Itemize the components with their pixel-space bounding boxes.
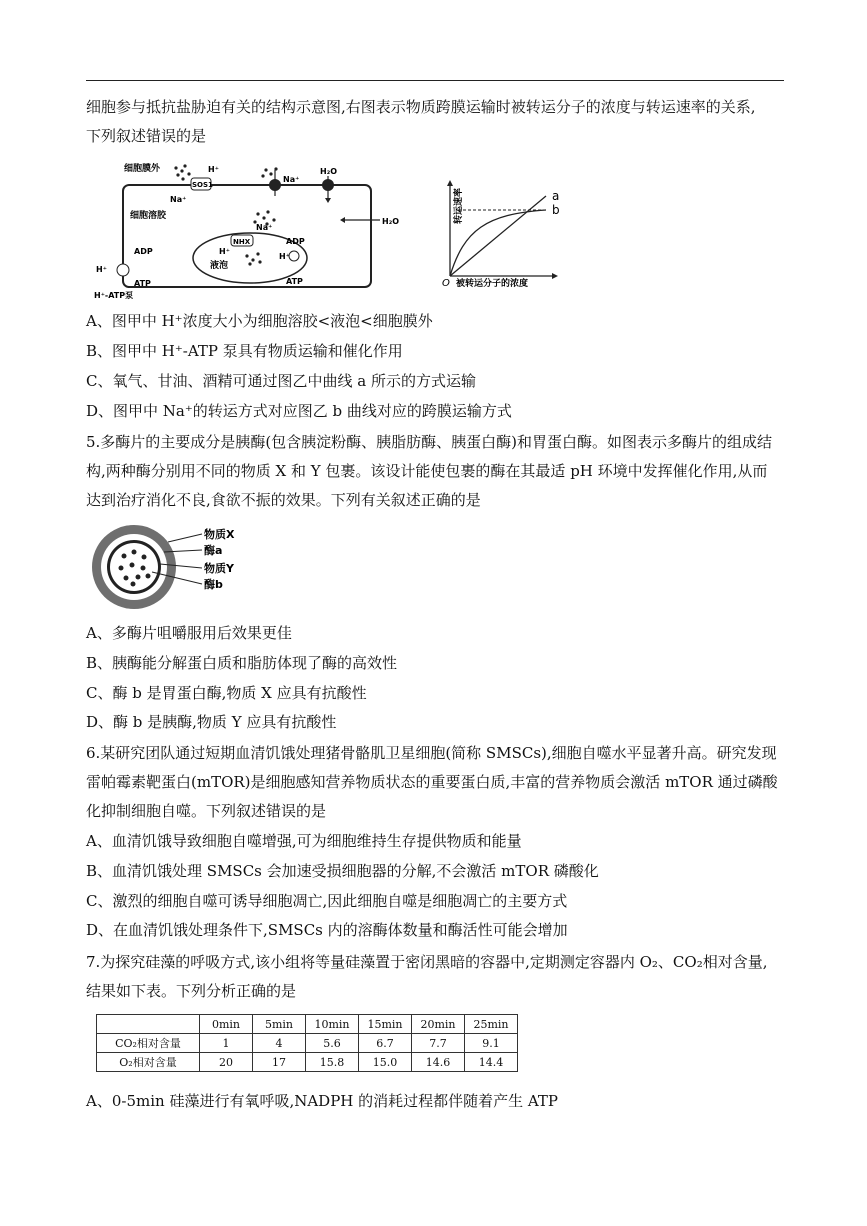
gas-table [96, 1014, 518, 1072]
label-nhx: NHX [233, 238, 251, 246]
axis-ylabel: 转运速率 [454, 187, 464, 224]
label-na-outside: Na⁺ [170, 195, 187, 204]
label-h2o-top: H₂O [320, 167, 337, 176]
q6-stem-1: 6.某研究团队通过短期血清饥饿处理猪骨骼肌卫星细胞(简称 SMSCs),细胞自噬水平显著升高。研究发现 [86, 744, 777, 762]
q4-option-d: D、图甲中 Na⁺的转运方式对应图乙 b 曲线对应的跨膜运输方式 [86, 402, 512, 420]
axis-origin: O [442, 278, 450, 289]
table-cell: 15.8 [306, 1053, 359, 1072]
vacuole-pump [289, 251, 299, 261]
label-atp: ATP [134, 279, 151, 288]
table-cell: 17 [253, 1053, 306, 1072]
q4-option-c: C、氧气、甘油、酒精可通过图乙中曲线 a 所示的方式运输 [86, 372, 476, 390]
table-cell: 14.4 [465, 1053, 518, 1072]
q5-option-c: C、酶 b 是胃蛋白酶,物质 X 应具有抗酸性 [86, 684, 367, 702]
intro-line-1: 细胞参与抵抗盐胁迫有关的结构示意图,右图表示物质跨膜运输时被转运分子的浓度与转运速率的关系, [86, 98, 756, 116]
label-na-channel: Na⁺ [283, 175, 300, 184]
transport-curve [428, 180, 578, 292]
table-cell: 9.1 [465, 1034, 518, 1053]
table-header-cell: 0min [200, 1015, 253, 1034]
table-cell: 6.7 [359, 1034, 412, 1053]
q6-option-d: D、在血清饥饿处理条件下,SMSCs 内的溶酶体数量和酶活性可能会增加 [86, 921, 568, 939]
table-cell: 14.6 [412, 1053, 465, 1072]
label-na-nhx: Na⁺ [256, 223, 273, 232]
label-adp: ADP [134, 247, 153, 256]
q5-stem-3: 达到治疗消化不良,食欲不振的效果。下列有关叙述正确的是 [86, 491, 481, 509]
table-row [97, 1034, 518, 1053]
q6-option-c: C、激烈的细胞自噬可诱导细胞凋亡,因此细胞自噬是细胞凋亡的主要方式 [86, 892, 568, 910]
h-atp-pump [117, 264, 129, 276]
header-rule [86, 80, 784, 81]
table-header-cell: 5min [253, 1015, 306, 1034]
curve-a [450, 196, 546, 276]
table-row [97, 1053, 518, 1072]
label-h-sos1: H⁺ [208, 165, 219, 174]
label-vacuole: 液泡 [210, 261, 229, 271]
table-header-cell: 25min [465, 1015, 518, 1034]
label-atp-vac: ATP [286, 277, 303, 286]
q5-stem-1: 5.多酶片的主要成分是胰酶(包含胰淀粉酶、胰脂肪酶、胰蛋白酶)和胃蛋白酶。如图表示多酶片的组成结 [86, 433, 773, 451]
label-pump: H⁺-ATP泵 [94, 291, 134, 300]
q5-option-b: B、胰酶能分解蛋白质和脂肪体现了酶的高效性 [86, 654, 398, 672]
table-header-cell: 10min [306, 1015, 359, 1034]
label-adp-vac: ADP [286, 237, 305, 246]
table-header-cell: 20min [412, 1015, 465, 1034]
label-a: a [552, 189, 560, 203]
table-header-cell [97, 1015, 200, 1034]
label-h-pump: H⁺ [96, 265, 107, 274]
table-header-row [97, 1015, 518, 1034]
label-h-nhx: H⁺ [219, 247, 230, 256]
label-a: 酶a [204, 544, 223, 557]
label-sos1: SOS1 [192, 181, 213, 189]
axis-xlabel: 被转运分子的浓度 [456, 279, 529, 289]
table-cell: 5.6 [306, 1034, 359, 1053]
label-y: 物质Y [204, 562, 234, 575]
q6-option-b: B、血清饥饿处理 SMSCs 会加速受损细胞器的分解,不会激活 mTOR 磷酸化 [86, 862, 599, 880]
label-h2o-right: H₂O [382, 217, 399, 226]
table-cell: O₂相对含量 [97, 1053, 200, 1072]
label-b: b [552, 203, 560, 217]
table-cell: CO₂相对含量 [97, 1034, 200, 1053]
table-cell: 20 [200, 1053, 253, 1072]
table-cell: 7.7 [412, 1034, 465, 1053]
intro-line-2: 下列叙述错误的是 [86, 127, 207, 145]
q4-option-b: B、图甲中 H⁺-ATP 泵具有物质运输和催化作用 [86, 342, 403, 360]
table-cell: 4 [253, 1034, 306, 1053]
table-cell: 1 [200, 1034, 253, 1053]
q4-option-a: A、图甲中 H⁺浓度大小为细胞溶胶<液泡<细胞膜外 [86, 312, 433, 330]
q5-option-a: A、多酶片咀嚼服用后效果更佳 [86, 624, 292, 642]
table-header-cell: 15min [359, 1015, 412, 1034]
curve-b [450, 210, 546, 276]
q6-stem-3: 化抑制细胞自噬。下列叙述错误的是 [86, 802, 327, 820]
q5-option-d: D、酶 b 是胰酶,物质 Y 应具有抗酸性 [86, 713, 337, 731]
tablet-diagram [88, 522, 264, 612]
cell-diagram [90, 158, 420, 300]
label-cytosol: 细胞溶胶 [130, 211, 167, 221]
q7-stem-1: 7.为探究硅藻的呼吸方式,该小组将等量硅藻置于密闭黑暗的容器中,定期测定容器内 O₂、CO₂相对含量, [86, 953, 768, 971]
label-x: 物质X [204, 528, 235, 541]
q7-option-a: A、0-5min 硅藻进行有氧呼吸,NADPH 的消耗过程都伴随着产生 ATP [86, 1092, 559, 1110]
q7-stem-2: 结果如下表。下列分析正确的是 [86, 982, 297, 1000]
q6-option-a: A、血清饥饿导致细胞自噬增强,可为细胞维持生存提供物质和能量 [86, 832, 522, 850]
label-h-vac: H⁺ [279, 252, 290, 261]
label-b: 酶b [204, 578, 223, 591]
q6-stem-2: 雷帕霉素靶蛋白(mTOR)是细胞感知营养物质状态的重要蛋白质,丰富的营养物质会激活 mTOR 通过磷酸 [86, 773, 778, 791]
label-outside: 细胞膜外 [124, 164, 161, 174]
table-cell: 15.0 [359, 1053, 412, 1072]
q5-stem-2: 构,两种酶分别用不同的物质 X 和 Y 包裹。该设计能使包裹的酶在其最适 pH 环境中发挥催化作用,从而 [86, 462, 768, 480]
